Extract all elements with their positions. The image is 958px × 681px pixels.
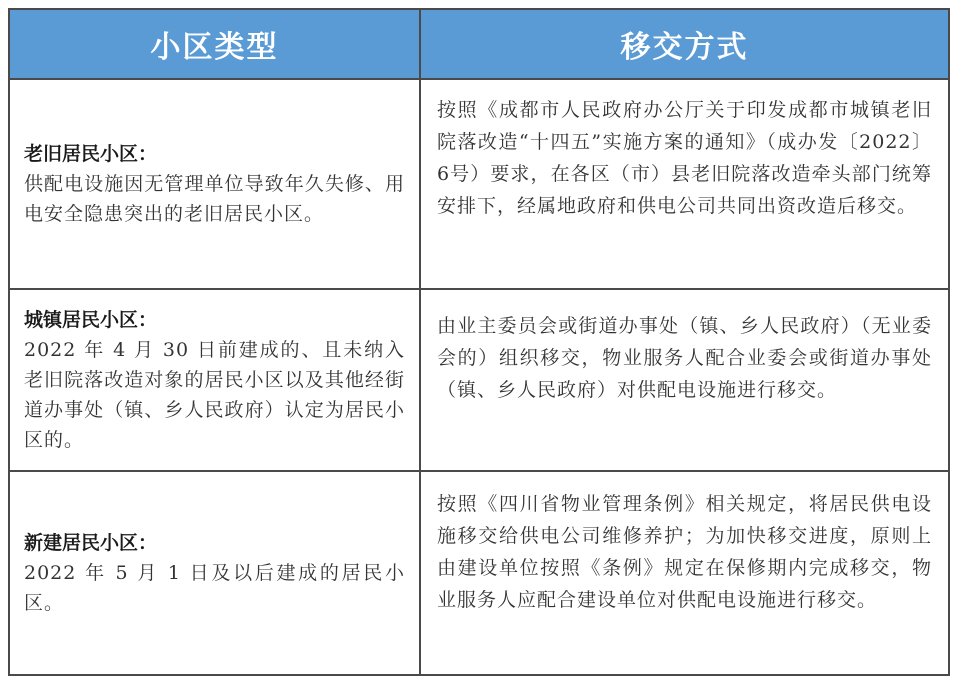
urban-community-method-text: 由业主委员会或街道办事处（镇、乡人民政府）（无业委会的）组织移交，物业服务人配合业委会或街道办事处（镇、乡人民政府）对供配电设施进行移交。: [437, 315, 932, 401]
old-community-title: 老旧居民小区：: [24, 143, 158, 165]
row-new-community-method: [421, 472, 948, 674]
row-urban-community-type: [10, 290, 421, 472]
row-new-community-type: [10, 472, 421, 674]
handover-table: [8, 8, 950, 676]
urban-community-title: 城镇居民小区：: [24, 309, 158, 331]
new-community-method-text: 按照《四川省物业管理条例》相关规定，将居民供电设施移交给供电公司维修养护；为加快移交进度，原则上由建设单位按照《条例》规定在保修期内完成移交，物业服务人应配合建设单位对供配电设施进行移交。: [437, 493, 932, 611]
new-community-desc: 2022 年 5 月 1 日及以后建成的居民小区。: [24, 562, 405, 614]
old-community-desc: 供配电设施因无管理单位导致年久失修、用电安全隐患突出的老旧居民小区。: [24, 173, 405, 225]
urban-community-desc: 2022 年 4 月 30 日前建成的、且未纳入老旧院落改造对象的居民小区以及其他经街道办事处（镇、乡人民政府）认定为居民小区的。: [24, 339, 405, 451]
row-old-community-type: [10, 80, 421, 290]
old-community-method-text: 按照《成都市人民政府办公厅关于印发成都市城镇老旧院落改造“十四五”实施方案的通知》（成办发〔2022〕6号）要求，在各区（市）县老旧院落改造牵头部门统筹安排下，经属地政府和供电公司共同出资改造后移交。: [437, 99, 932, 217]
new-community-title: 新建居民小区：: [24, 532, 158, 554]
header-community-type: 小区类型: [10, 10, 421, 80]
row-old-community-method: [421, 80, 948, 290]
row-urban-community-method: [421, 290, 948, 472]
header-handover-method: 移交方式: [421, 10, 948, 80]
